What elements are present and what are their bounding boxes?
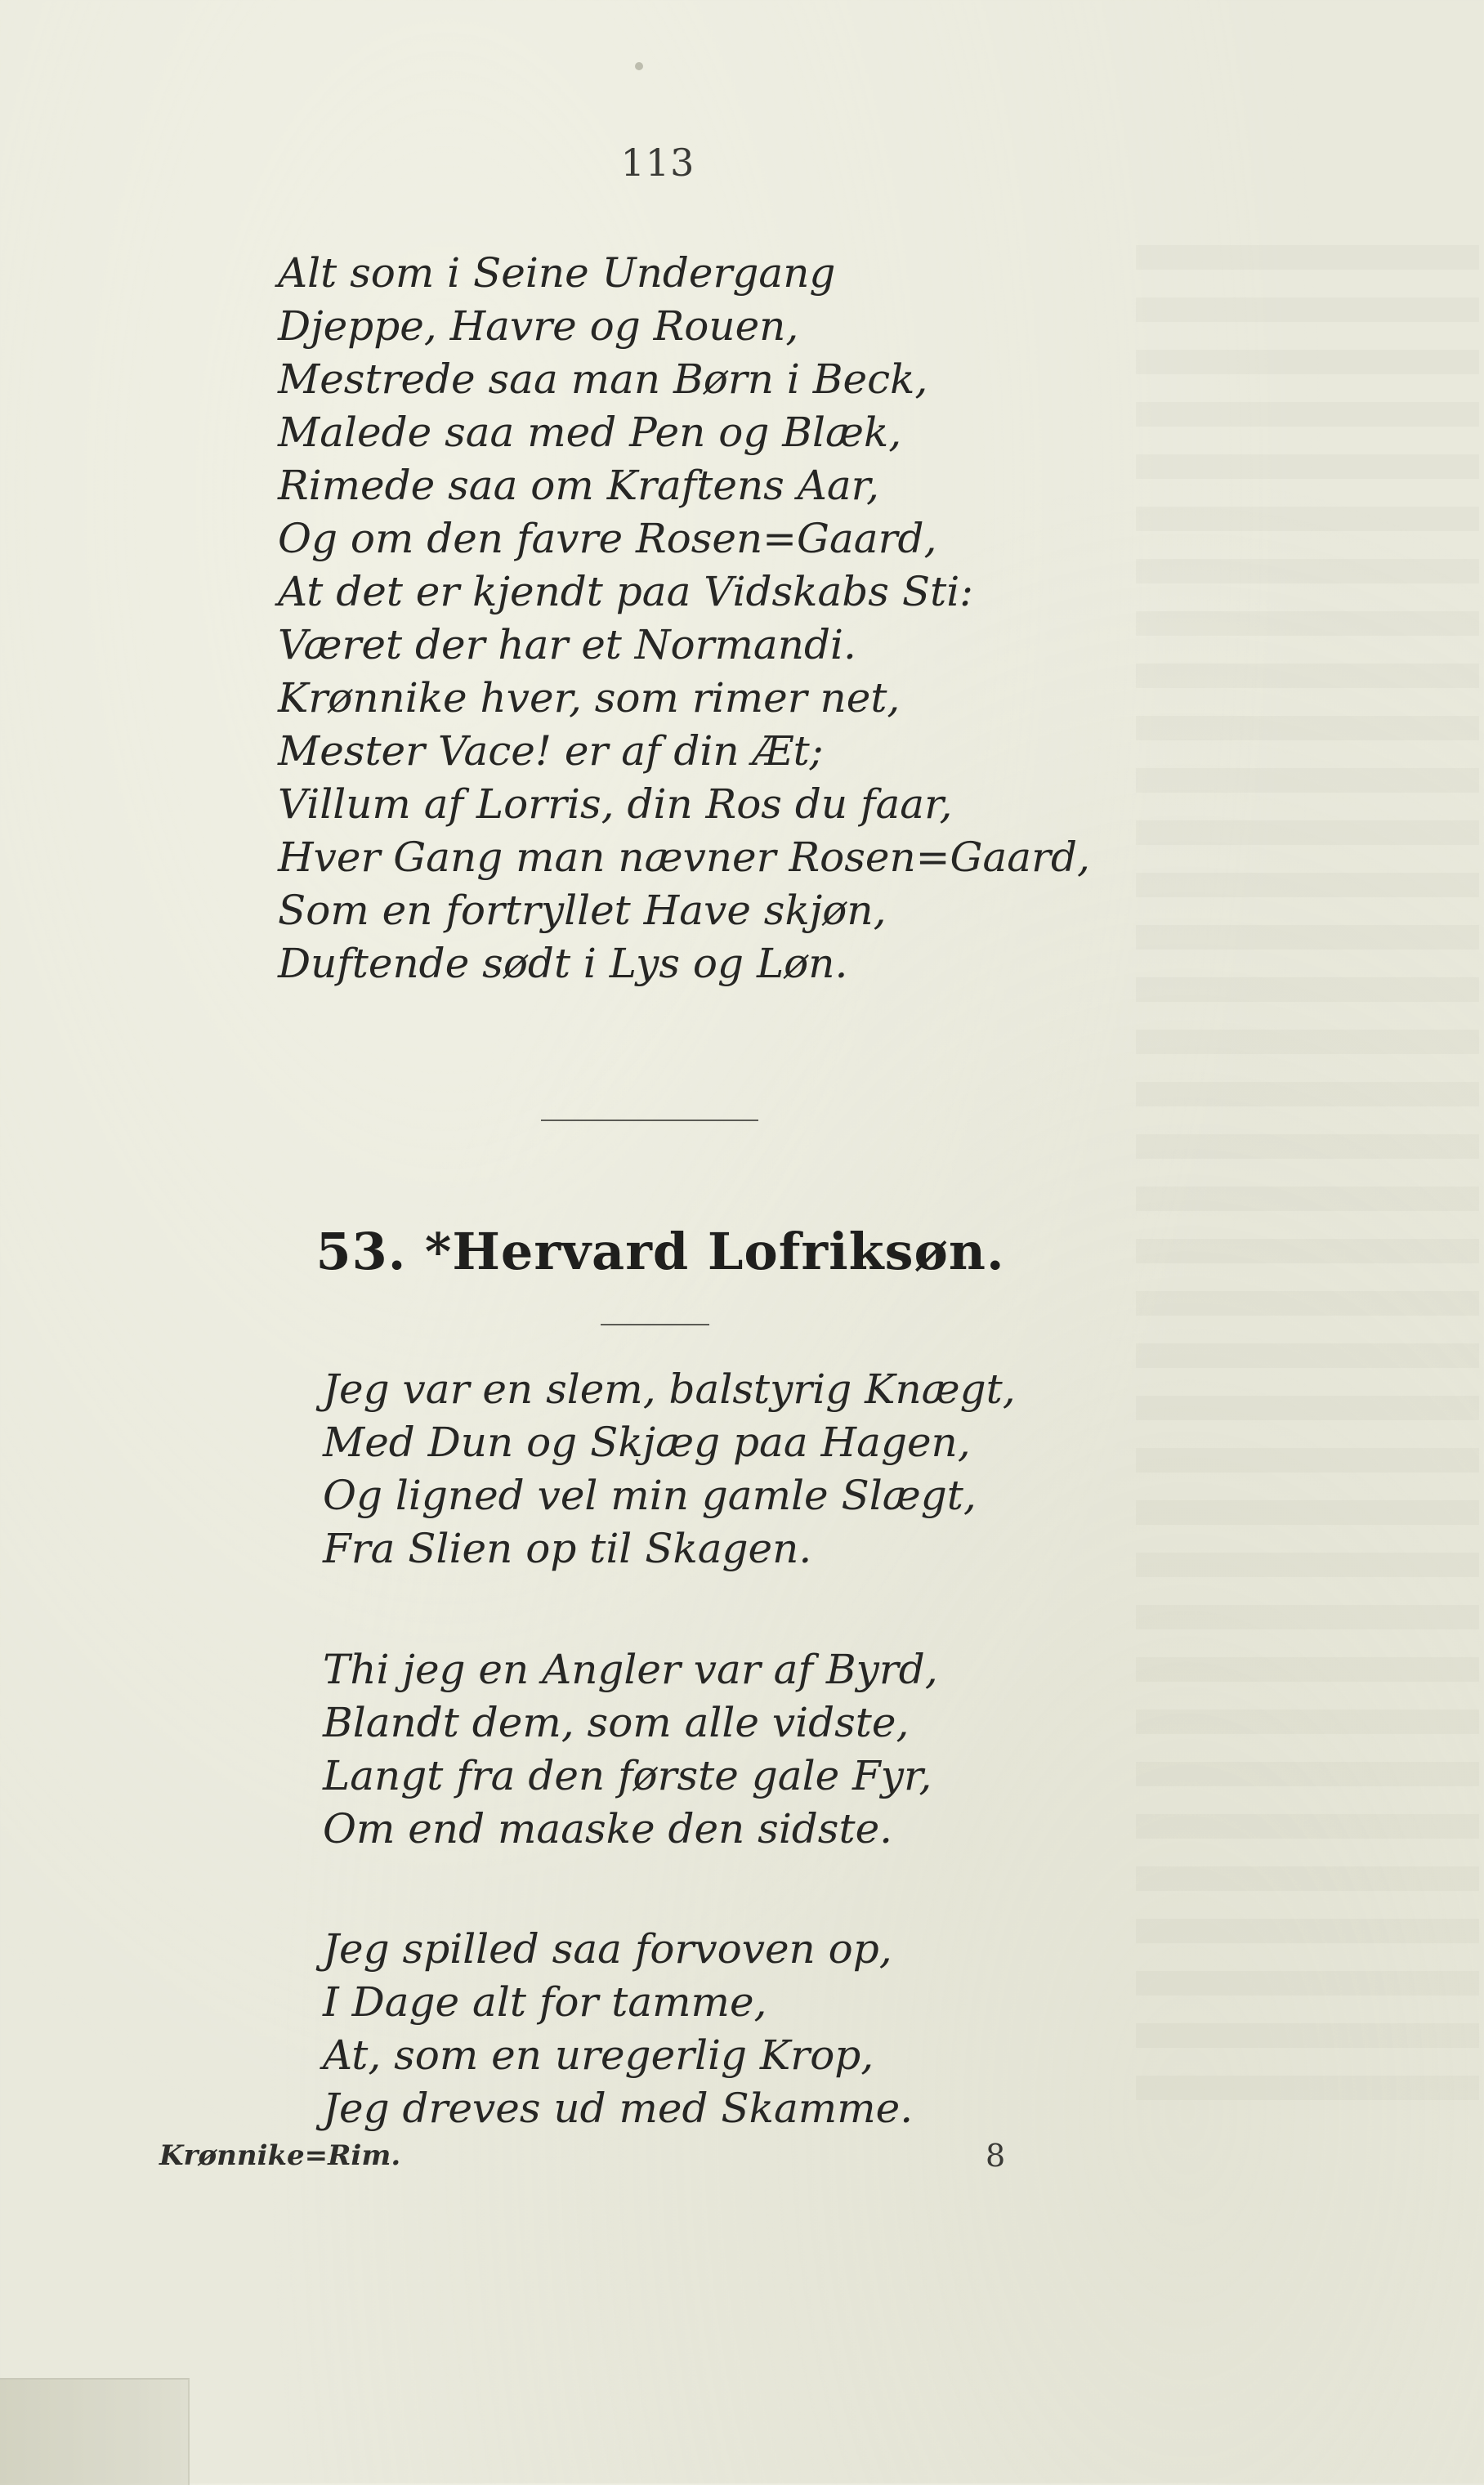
page-number: 113: [620, 141, 695, 185]
verse-line: Krønnike hver, som rimer net,: [278, 674, 901, 722]
verse-line: Med Dun og Skjæg paa Hagen,: [323, 1419, 971, 1466]
section-divider: [541, 1120, 758, 1121]
paper-speck: [635, 62, 643, 70]
poem-title: 53. *Hervard Lofriksøn.: [315, 1222, 1005, 1281]
verse-line: Duftende sødt i Lys og Løn.: [278, 940, 848, 987]
verse-line: Mester Vace! er af din Æt;: [278, 727, 824, 775]
verse-line: Djeppe, Havre og Rouen,: [278, 302, 799, 350]
verse-line: Jeg var en slem, balstyrig Knægt,: [323, 1365, 1016, 1413]
verse-line: Jeg dreves ud med Skamme.: [323, 2085, 914, 2132]
page-corner-shadow: [0, 2378, 190, 2485]
verse-line: Rimede saa om Kraftens Aar,: [278, 462, 879, 509]
title-underline: [601, 1324, 709, 1325]
verse-line: Villum af Lorris, din Ros du faar,: [278, 780, 953, 828]
verse-line: Hver Gang man nævner Rosen=Gaard,: [278, 834, 1090, 881]
verse-line: Blandt dem, som alle vidste,: [323, 1699, 910, 1746]
verse-line: Og ligned vel min gamle Slægt,: [323, 1472, 977, 1519]
verse-line: Fra Slien op til Skagen.: [323, 1525, 812, 1572]
sheet-number: 8: [986, 2138, 1006, 2174]
verse-line: I Dage alt for tamme,: [323, 1978, 767, 2026]
bleed-through-shadow: [1136, 245, 1479, 2125]
verse-line: Som en fortryllet Have skjøn,: [278, 887, 887, 934]
verse-line: At, som en uregerlig Krop,: [323, 2031, 874, 2079]
signature-mark: Krønnike=Rim.: [159, 2139, 401, 2172]
verse-line: Været der har et Normandi.: [278, 621, 856, 668]
verse-line: At det er kjendt paa Vidskabs Sti:: [278, 568, 974, 615]
verse-line: Mestrede saa man Børn i Beck,: [278, 355, 928, 403]
verse-line: Om end maaske den sidste.: [323, 1805, 893, 1853]
verse-line: Malede saa med Pen og Blæk,: [278, 409, 902, 456]
verse-line: Thi jeg en Angler var af Byrd,: [323, 1646, 938, 1693]
verse-line: Langt fra den første gale Fyr,: [323, 1752, 932, 1799]
verse-line: Alt som i Seine Undergang: [278, 249, 836, 297]
verse-line: Jeg spilled saa forvoven op,: [323, 1925, 892, 1973]
verse-line: Og om den favre Rosen=Gaard,: [278, 515, 937, 562]
